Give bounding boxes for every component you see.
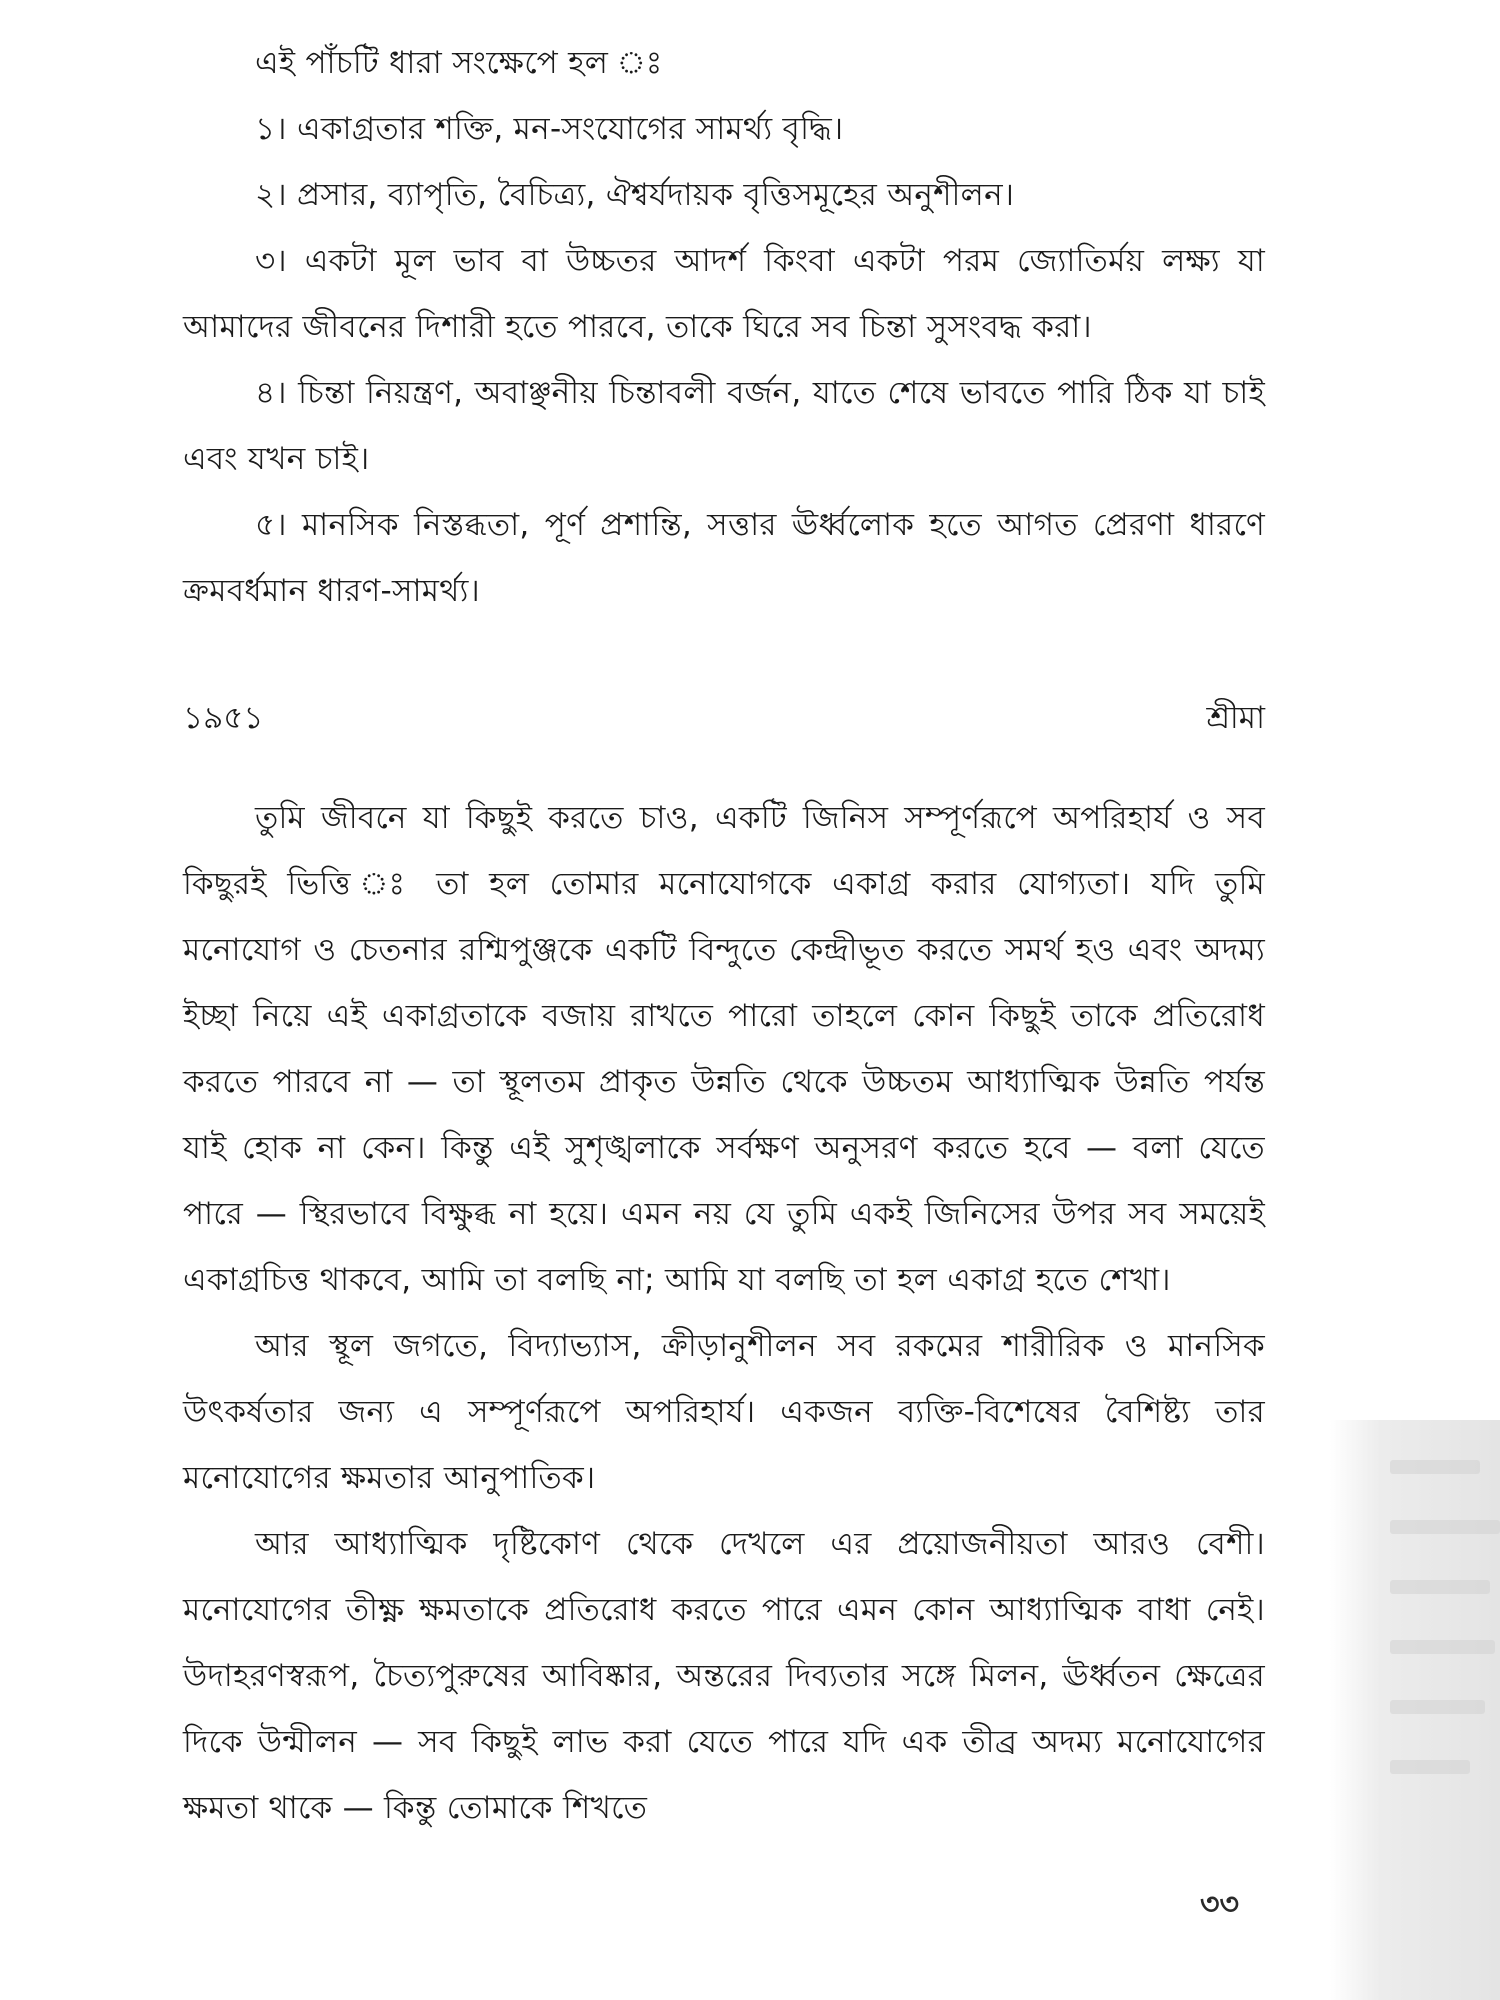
paragraph-1: তুমি জীবনে যা কিছুই করতে চাও, একটি জিনিস সম্পূর্ণরূপে অপরিহার্য ও সব কিছুরই ভিত্তি ঃ তা হল তোমার মনোযোগকে একাগ্র করার যোগ্যতা। যদি তুমি মনোযোগ ও চেতনার রশ্মিপুঞ্জকে একটি বিন্দুতে কেন্দ্রীভূত করতে সমর্থ হও এবং অদম্য ইচ্ছা নিয়ে এই একাগ্রতাকে বজায় রাখতে পারো তাহলে কোন কিছুই তাকে প্রতিরোধ করতে পারবে না — তা স্থূলতম প্রাকৃত উন্নতি থেকে উচ্চতম আধ্যাত্মিক উন্নতি পর্যন্ত যাই হোক না কেন। কিন্তু এই সুশৃঙ্খলাকে সর্বক্ষণ অনুসরণ করতে হবে — বলা যেতে পারে — স্থিরভাবে বিক্ষুব্ধ না হয়ে। এমন নয় যে তুমি একই জিনিসের উপর সব সময়েই একাগ্রচিত্ত থাকবে, আমি তা বলছি না; আমি যা বলছি তা হল একাগ্র হতে শেখা। [183, 800, 1265, 1298]
signature-year: ১৯৫১ [183, 700, 264, 736]
signature-author: শ্রীমা [1206, 700, 1265, 736]
bleed-through-line [1390, 1700, 1485, 1714]
list-item-1: ১। একাগ্রতার শক্তি, মন-সংযোগের সামর্থ্য বৃদ্ধি। [255, 111, 844, 147]
bleed-through-line [1390, 1760, 1470, 1774]
paragraph-3: আর আধ্যাত্মিক দৃষ্টিকোণ থেকে দেখলে এর প্রয়োজনীয়তা আরও বেশী। মনোযোগের তীক্ষ্ণ ক্ষমতাকে প্রতিরোধ করতে পারে এমন কোন আধ্যাত্মিক বাধা নেই। উদাহরণস্বরূপ, চৈত্যপুরুষের আবিষ্কার, অন্তরের দিব্যতার সঙ্গে মিলন, ঊর্ধ্বতন ক্ষেত্রের দিকে উন্মীলন — সব কিছুই লাভ করা যেতে পারে যদি এক তীব্র অদম্য মনোযোগের ক্ষমতা থাকে — কিন্তু তোমাকে শিখতে [183, 1526, 1265, 1826]
paragraph-2: আর স্থূল জগতে, বিদ্যাভ্যাস, ক্রীড়ানুশীলন সব রকমের শারীরিক ও মানসিক উৎকর্ষতার জন্য এ সম্পূর্ণরূপে অপরিহার্য। একজন ব্যক্তি-বিশেষের বৈশিষ্ট্য তার মনোযোগের ক্ষমতার আনুপাতিক। [183, 1328, 1265, 1496]
list-intro: এই পাঁচটি ধারা সংক্ষেপে হল ঃ [255, 45, 663, 81]
list-item-2: ২। প্রসার, ব্যাপৃতি, বৈচিত্র্য, ঐশ্বর্যদায়ক বৃত্তিসমূহের অনুশীলন। [255, 177, 1015, 213]
bleed-through-text [1350, 1460, 1500, 1880]
list-item-4: ৪। চিন্তা নিয়ন্ত্রণ, অবাঞ্ছনীয় চিন্তাবলী বর্জন, যাতে শেষে ভাবতে পারি ঠিক যা চাই এবং যখন চাই। [183, 375, 1265, 477]
page-number: ৩৩ [1200, 1887, 1240, 1922]
body-text-section [183, 785, 1265, 1841]
list-item-3: ৩। একটা মূল ভাব বা উচ্চতর আদর্শ কিংবা একটা পরম জ্যোতির্ময় লক্ষ্য যা আমাদের জীবনের দিশারী হতে পারবে, তাকে ঘিরে সব চিন্তা সুসংবদ্ধ করা। [183, 243, 1265, 345]
numbered-list-section [183, 30, 1265, 624]
bleed-through-line [1390, 1520, 1500, 1534]
bleed-through-line [1390, 1580, 1490, 1594]
bleed-through-line [1390, 1460, 1480, 1474]
list-item-5: ৫। মানসিক নিস্তব্ধতা, পূর্ণ প্রশান্তি, সত্তার ঊর্ধ্বলোক হতে আগত প্রেরণা ধারণে ক্রমবর্ধমান ধারণ-সামর্থ্য। [183, 507, 1265, 609]
bleed-through-line [1390, 1640, 1495, 1654]
signature-row [183, 685, 1265, 751]
